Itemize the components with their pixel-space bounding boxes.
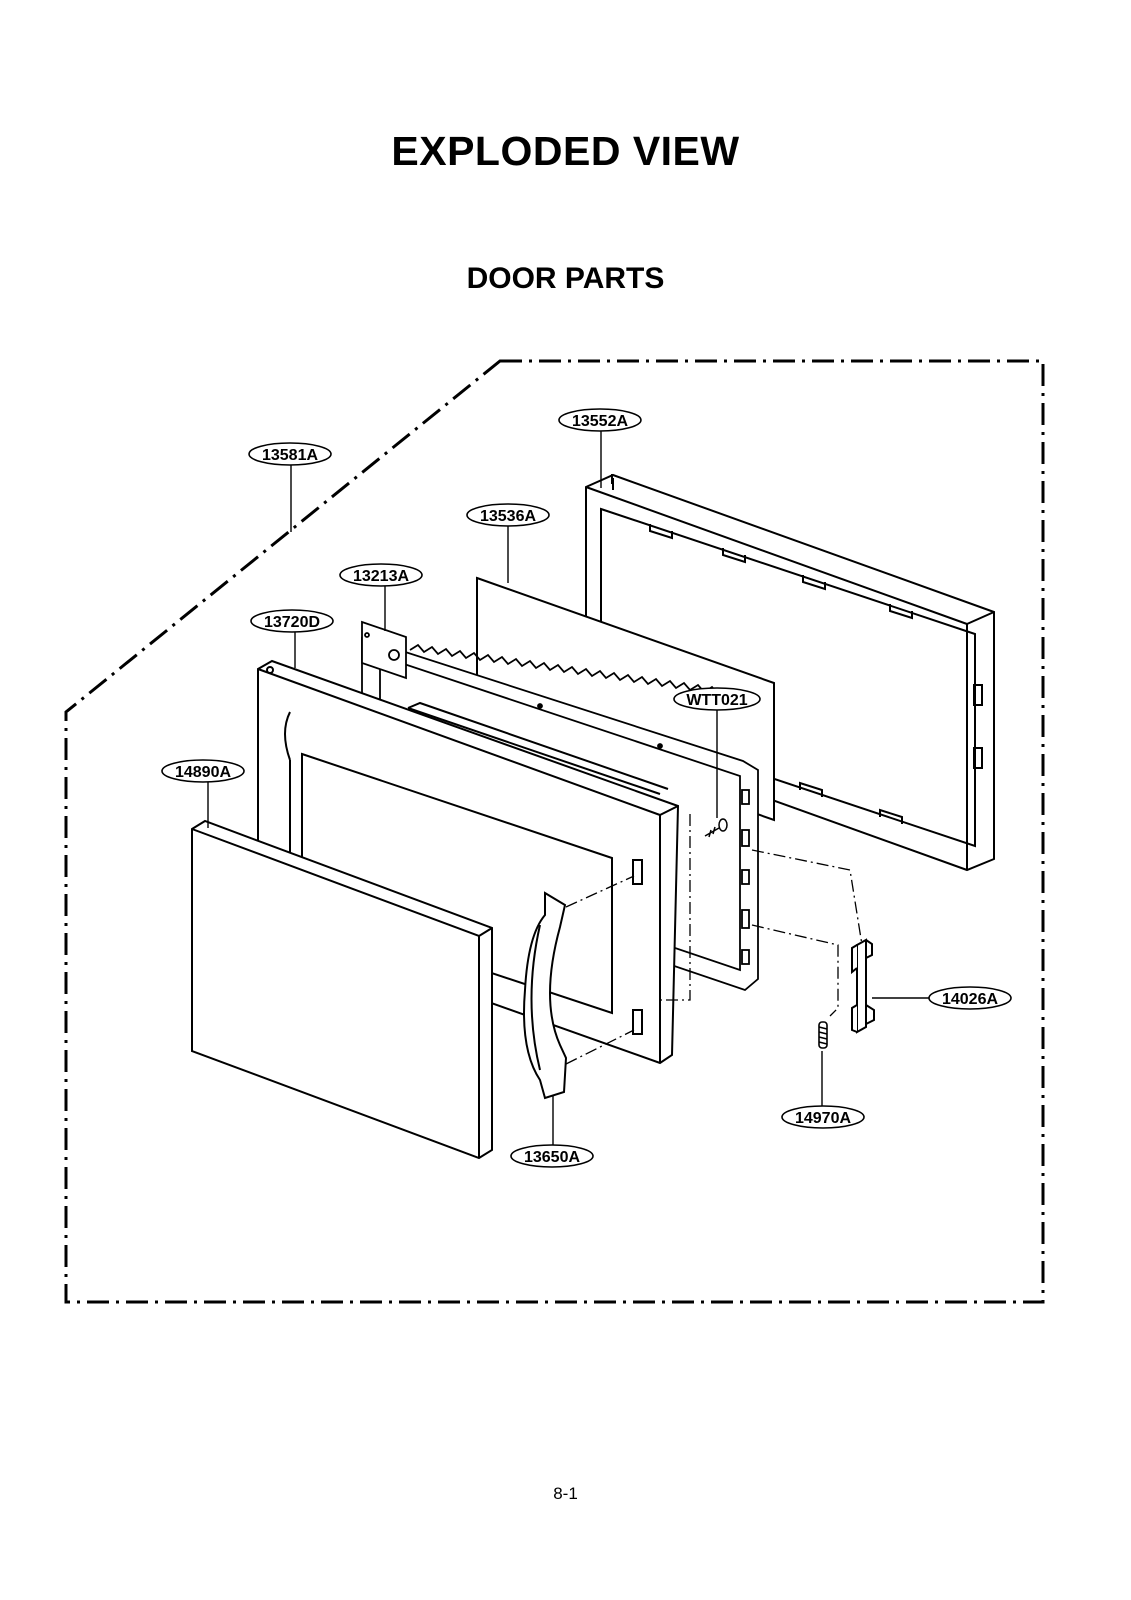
page-number: 8-1	[553, 1484, 578, 1503]
callout-label-WTT021: WTT021	[686, 692, 748, 709]
callout-14026A	[929, 987, 1011, 1009]
callout-13650A	[511, 1145, 593, 1167]
callout-label-13552A: 13552A	[571, 413, 629, 430]
callout-13720D	[251, 610, 333, 632]
callout-label-13650A: 13650A	[523, 1149, 581, 1166]
callout-label-14970A: 14970A	[794, 1110, 852, 1127]
callout-label-14026A: 14026A	[941, 991, 999, 1008]
latch-spring-part	[819, 1022, 827, 1048]
callout-label-14890A: 14890A	[174, 764, 232, 781]
callout-label-13213A: 13213A	[352, 568, 410, 585]
callout-14970A	[782, 1106, 864, 1128]
callout-label-13536A: 13536A	[479, 508, 537, 525]
callout-14890A	[162, 760, 244, 782]
callout-label-13581A: 13581A	[261, 447, 319, 464]
callout-13581A	[249, 443, 331, 465]
callout-13552A	[559, 409, 641, 431]
callout-13213A	[340, 564, 422, 586]
page-title: EXPLODED VIEW	[391, 128, 740, 174]
callout-13536A	[467, 504, 549, 526]
door-latch-part	[852, 940, 874, 1032]
callout-label-13720D: 13720D	[263, 614, 321, 631]
section-title: DOOR PARTS	[466, 262, 665, 295]
callout-WTT021	[674, 688, 760, 710]
